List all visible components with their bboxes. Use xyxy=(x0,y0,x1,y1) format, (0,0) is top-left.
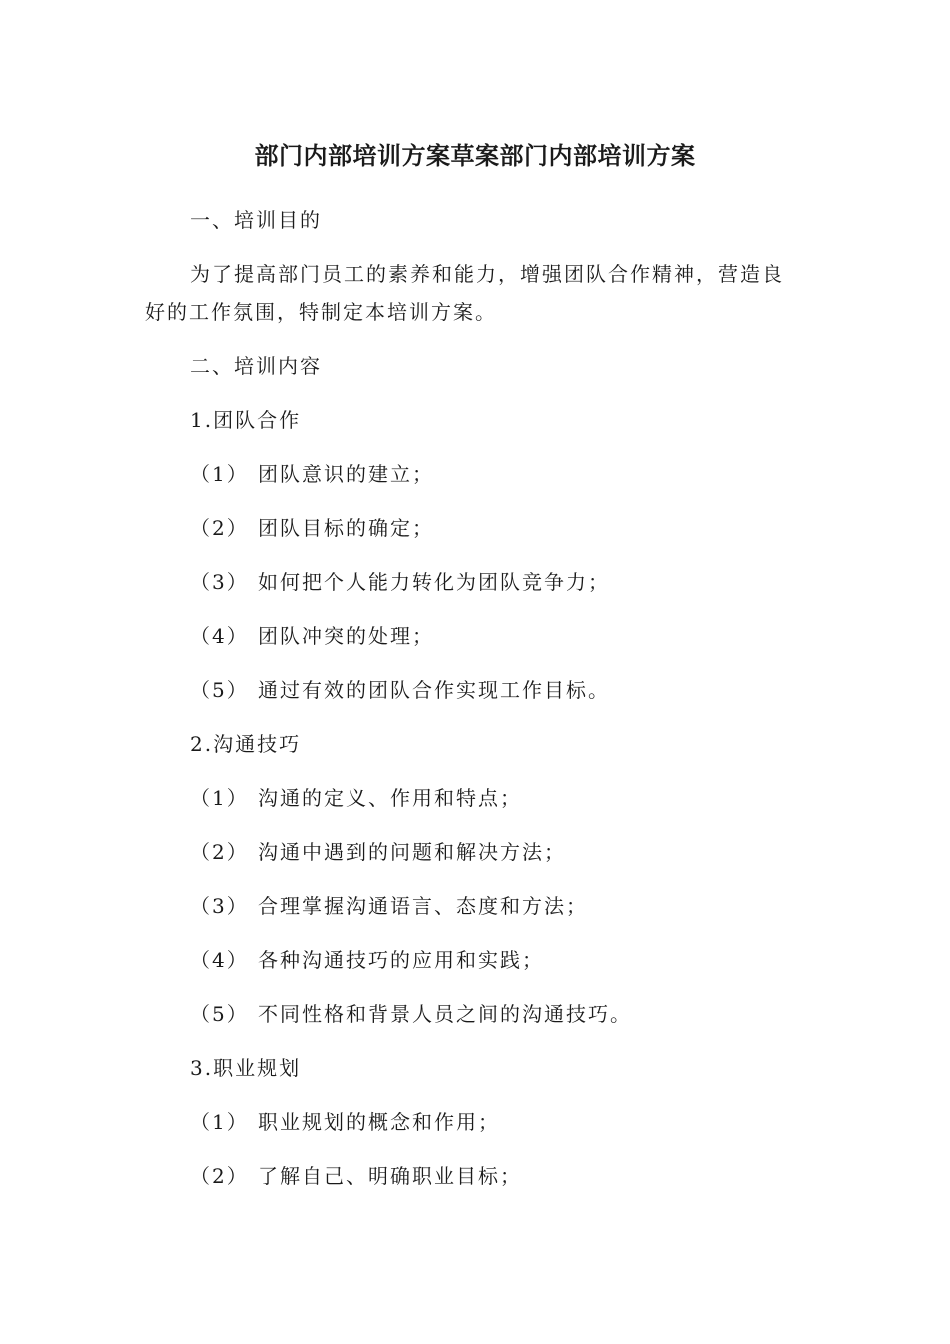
item-number: （2） xyxy=(190,516,249,540)
list-item xyxy=(190,675,950,705)
item-number: （3） xyxy=(190,570,249,594)
topic-heading: 3.职业规划 xyxy=(190,1056,302,1080)
list-item xyxy=(190,459,950,489)
list-item xyxy=(190,621,950,651)
document-title: 部门内部培训方案草案部门内部培训方案 xyxy=(254,142,696,170)
list-item xyxy=(190,1161,950,1191)
item-number: （2） xyxy=(190,840,249,864)
item-number: （4） xyxy=(190,948,249,972)
item-number: （5） xyxy=(190,1002,249,1026)
topic-heading: 1.团队合作 xyxy=(190,408,302,432)
item-number: （5） xyxy=(190,678,249,702)
item-text: 沟通的定义、作用和特点； xyxy=(258,786,522,810)
item-number: （1） xyxy=(190,786,249,810)
list-item xyxy=(190,567,950,597)
list-item xyxy=(190,513,950,543)
item-number: （4） xyxy=(190,624,249,648)
purpose-paragraph-line-1: 为了提高部门员工的素养和能力，增强团队合作精神，营造良 xyxy=(190,262,784,286)
item-text: 了解自己、明确职业目标； xyxy=(258,1164,522,1188)
list-item xyxy=(190,783,950,813)
list-item xyxy=(190,1107,950,1137)
item-number: （1） xyxy=(190,462,249,486)
item-text: 团队冲突的处理； xyxy=(258,624,434,648)
list-item xyxy=(190,837,950,867)
section-heading-content: 二、培训内容 xyxy=(190,354,322,378)
item-text: 职业规划的概念和作用； xyxy=(258,1110,500,1134)
item-text: 各种沟通技巧的应用和实践； xyxy=(258,948,544,972)
item-text: 沟通中遇到的问题和解决方法； xyxy=(258,840,566,864)
list-item xyxy=(190,999,950,1029)
item-text: 通过有效的团队合作实现工作目标。 xyxy=(258,678,610,702)
purpose-paragraph-line-2: 好的工作氛围，特制定本培训方案。 xyxy=(145,300,497,324)
item-text: 不同性格和背景人员之间的沟通技巧。 xyxy=(258,1002,632,1026)
item-number: （2） xyxy=(190,1164,249,1188)
item-text: 合理掌握沟通语言、态度和方法； xyxy=(258,894,588,918)
item-number: （3） xyxy=(190,894,249,918)
item-number: （1） xyxy=(190,1110,249,1134)
item-text: 如何把个人能力转化为团队竞争力； xyxy=(258,570,610,594)
list-item xyxy=(190,891,950,921)
list-item xyxy=(190,945,950,975)
section-heading-purpose: 一、培训目的 xyxy=(190,208,322,232)
item-text: 团队意识的建立； xyxy=(258,462,434,486)
topic-heading: 2.沟通技巧 xyxy=(190,732,302,756)
item-text: 团队目标的确定； xyxy=(258,516,434,540)
